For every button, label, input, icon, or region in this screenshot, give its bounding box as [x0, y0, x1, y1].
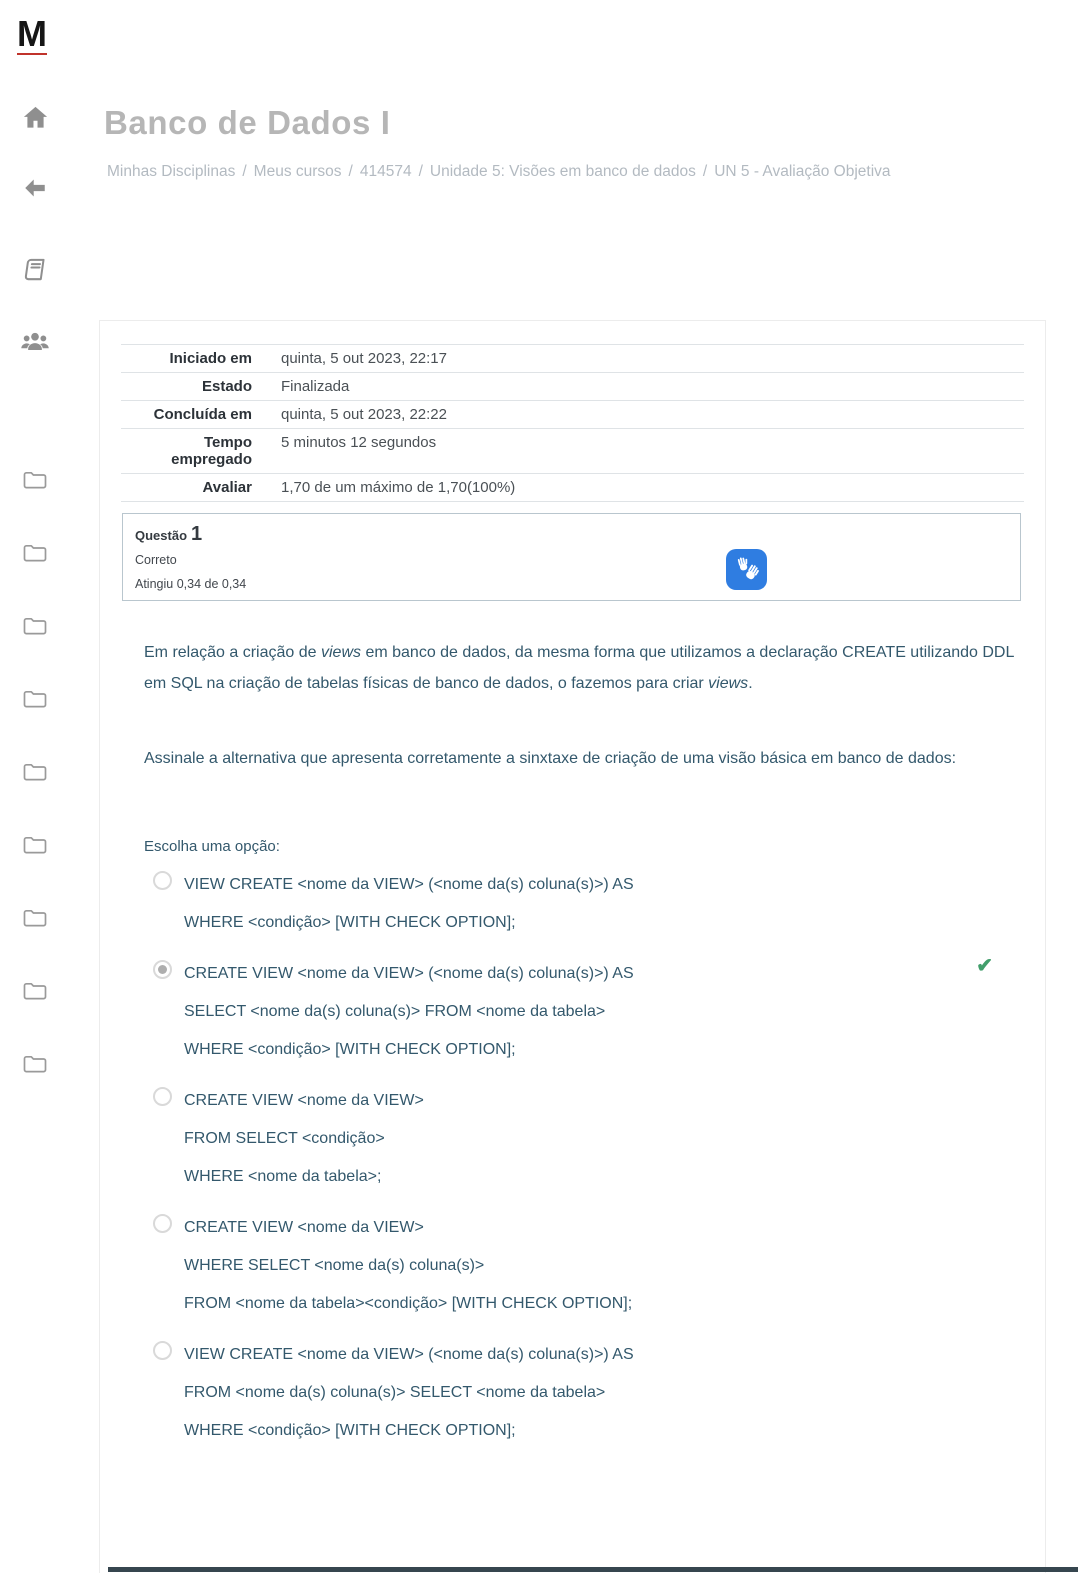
question-body — [144, 637, 1023, 1463]
option-line[interactable]: WHERE SELECT <nome da(s) coluna(s)> — [184, 1257, 485, 1274]
option-line[interactable]: CREATE VIEW <nome da VIEW> — [184, 1092, 424, 1109]
bottom-bar — [108, 1567, 1078, 1572]
option-text[interactable] — [184, 1209, 632, 1323]
radio-button[interactable] — [153, 1087, 172, 1106]
summary-row — [121, 345, 1024, 373]
sign-language-icon[interactable] — [726, 549, 767, 590]
option-line[interactable]: WHERE <condição> [WITH CHECK OPTION]; — [184, 914, 516, 931]
summary-label: Iniciado em — [121, 345, 266, 373]
folder-icon[interactable] — [22, 615, 48, 642]
options-list — [144, 866, 1023, 1450]
folder-icon[interactable] — [22, 834, 48, 861]
radio-button[interactable] — [153, 960, 172, 979]
participants-icon[interactable] — [0, 328, 70, 354]
folder-icon[interactable] — [22, 542, 48, 569]
summary-row — [121, 474, 1024, 502]
question-number-label — [135, 523, 202, 546]
answer-option[interactable] — [144, 1082, 1023, 1196]
answer-option[interactable] — [144, 1209, 1023, 1323]
answer-option[interactable] — [144, 866, 1023, 942]
question-info-box — [122, 513, 1021, 601]
breadcrumb-separator: / — [348, 163, 353, 180]
folder-icon[interactable] — [22, 907, 48, 934]
breadcrumb-separator: / — [242, 163, 247, 180]
summary-label: Tempo empregado — [121, 429, 266, 474]
question-points: Atingiu 0,34 de 0,34 — [135, 577, 247, 591]
folder-icon[interactable] — [22, 761, 48, 788]
sidebar-folders — [0, 469, 70, 1080]
option-text[interactable] — [184, 1336, 634, 1450]
summary-row — [121, 429, 1024, 474]
folder-icon[interactable] — [22, 469, 48, 496]
summary-value: quinta, 5 out 2023, 22:17 — [266, 345, 1024, 373]
summary-value: Finalizada — [266, 373, 1024, 401]
summary-label: Avaliar — [121, 474, 266, 502]
option-line[interactable]: WHERE <nome da tabela>; — [184, 1168, 382, 1185]
summary-row — [121, 373, 1024, 401]
option-text[interactable] — [184, 1082, 424, 1196]
breadcrumb-item[interactable]: Minhas Disciplinas — [107, 163, 236, 180]
page-title: Banco de Dados I — [104, 104, 391, 141]
radio-button[interactable] — [153, 871, 172, 890]
option-line[interactable]: WHERE <condição> [WITH CHECK OPTION]; — [184, 1422, 516, 1439]
attempt-summary-table — [121, 344, 1024, 502]
answer-option[interactable] — [144, 955, 1023, 1069]
option-line[interactable]: FROM <nome da tabela><condição> [WITH CHECK OPTION]; — [184, 1295, 633, 1312]
breadcrumb-item[interactable]: 414574 — [359, 163, 412, 180]
book-icon[interactable] — [0, 256, 70, 283]
question-number: 1 — [191, 523, 203, 545]
summary-value: 5 minutos 12 segundos — [266, 429, 1024, 474]
option-line[interactable]: FROM SELECT <condição> — [184, 1130, 385, 1147]
app-logo[interactable] — [17, 13, 47, 55]
breadcrumb — [107, 163, 891, 181]
choose-prompt: Escolha uma opção: — [144, 838, 280, 855]
question-intro: Em relação a criação de views em banco de dados, da mesma forma que utilizamos a declaração CREATE utilizando DDL em SQL na criação de tabelas físicas de banco de dados, o fazemos para criar views. — [144, 644, 1014, 692]
option-line[interactable]: VIEW CREATE <nome da VIEW> (<nome da(s) coluna(s)>) AS — [184, 1346, 634, 1363]
folder-icon[interactable] — [22, 688, 48, 715]
folder-icon[interactable] — [22, 980, 48, 1007]
summary-row — [121, 401, 1024, 429]
breadcrumb-separator: / — [702, 163, 708, 180]
question-status: Correto — [135, 553, 177, 567]
app-logo-letter: M — [17, 13, 47, 54]
radio-button[interactable] — [153, 1214, 172, 1233]
option-text[interactable] — [184, 955, 634, 1069]
folder-icon[interactable] — [22, 1053, 48, 1080]
summary-label: Estado — [121, 373, 266, 401]
answer-option[interactable] — [144, 1336, 1023, 1450]
option-line[interactable]: CREATE VIEW <nome da VIEW> — [184, 1219, 424, 1236]
breadcrumb-item[interactable]: Meus cursos — [253, 163, 342, 180]
option-line[interactable]: VIEW CREATE <nome da VIEW> (<nome da(s) coluna(s)>) AS — [184, 876, 634, 893]
back-arrow-icon[interactable] — [0, 175, 70, 201]
option-line[interactable]: FROM <nome da(s) coluna(s)> SELECT <nome da tabela> — [184, 1384, 606, 1401]
summary-label: Concluída em — [121, 401, 266, 429]
summary-value: 1,70 de um máximo de 1,70(100%) — [266, 474, 1024, 502]
check-icon: ✔ — [976, 955, 993, 977]
radio-button[interactable] — [153, 1341, 172, 1360]
content-box — [99, 320, 1046, 1573]
option-line[interactable]: WHERE <condição> [WITH CHECK OPTION]; — [184, 1041, 516, 1058]
option-line[interactable]: CREATE VIEW <nome da VIEW> (<nome da(s) coluna(s)>) AS — [184, 965, 634, 982]
breadcrumb-item: UN 5 - Avaliação Objetiva — [714, 163, 891, 180]
home-icon[interactable] — [0, 104, 70, 131]
question-instruction: Assinale a alternativa que apresenta corretamente a sinxtaxe de criação de uma visão básica em banco de dados: — [144, 750, 957, 767]
question-word: Questão — [135, 528, 188, 543]
breadcrumb-separator: / — [418, 163, 423, 180]
option-text[interactable] — [184, 866, 634, 942]
summary-value: quinta, 5 out 2023, 22:22 — [266, 401, 1024, 429]
breadcrumb-item[interactable]: Unidade 5: Visões em banco de dados — [429, 163, 696, 180]
hands-icon — [732, 555, 762, 585]
sidebar — [0, 0, 70, 1572]
option-line[interactable]: SELECT <nome da(s) coluna(s)> FROM <nome da tabela> — [184, 1003, 606, 1020]
